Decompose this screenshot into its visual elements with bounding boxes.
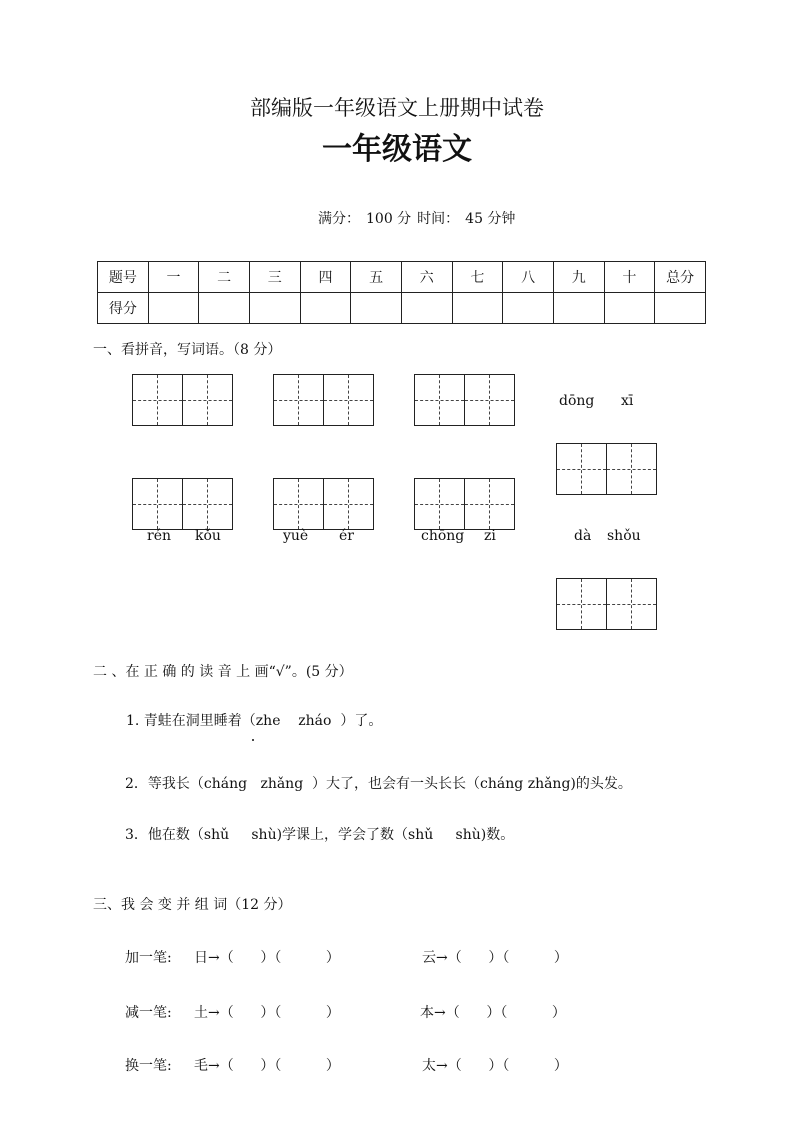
pinyin-label: yuè bbox=[283, 528, 309, 544]
pinyin-label: rén bbox=[147, 528, 171, 544]
writing-grid[interactable] bbox=[556, 443, 657, 495]
row-label: 加一笔: bbox=[125, 950, 172, 966]
writing-grid[interactable] bbox=[273, 374, 374, 426]
table-cell: 三 bbox=[249, 262, 300, 293]
score-table-score-row bbox=[98, 293, 706, 324]
writing-grid[interactable] bbox=[132, 478, 233, 530]
score-input-cell[interactable] bbox=[300, 293, 351, 324]
writing-grid[interactable] bbox=[273, 478, 374, 530]
exam-title: 一年级语文 bbox=[322, 132, 472, 167]
row-label: 减一笔: bbox=[125, 1005, 172, 1021]
score-input-cell[interactable] bbox=[249, 293, 300, 324]
pinyin-label: dà bbox=[574, 528, 592, 544]
pinyin-label: xī bbox=[621, 393, 634, 409]
table-cell: 五 bbox=[351, 262, 402, 293]
table-cell: 六 bbox=[401, 262, 452, 293]
fill-blank-item[interactable]: 云→（ ）（ ） bbox=[422, 950, 568, 966]
fill-blank-item[interactable]: 本→（ ）（ ） bbox=[420, 1005, 566, 1021]
question-item: 3．他在数（shǔ shù)学课上，学会了数（shǔ shù)数。 bbox=[125, 827, 515, 843]
exam-meta bbox=[318, 208, 521, 228]
table-cell: 二 bbox=[199, 262, 250, 293]
pinyin-label: dōng bbox=[559, 393, 595, 409]
score-input-cell[interactable] bbox=[553, 293, 604, 324]
score-input-cell[interactable] bbox=[351, 293, 402, 324]
writing-grid[interactable] bbox=[414, 374, 515, 426]
writing-grid[interactable] bbox=[132, 374, 233, 426]
table-cell: 十 bbox=[604, 262, 655, 293]
pinyin-label: kǒu bbox=[195, 528, 221, 544]
row-label: 换一笔: bbox=[125, 1058, 172, 1074]
emphasis-dot bbox=[252, 739, 254, 741]
fill-blank-item[interactable]: 日→（ ）（ ） bbox=[194, 950, 340, 966]
time-label: 时间： bbox=[417, 211, 460, 227]
table-cell: 题号 bbox=[98, 262, 149, 293]
score-input-cell[interactable] bbox=[401, 293, 452, 324]
full-score-label: 满分： bbox=[318, 211, 360, 227]
table-cell: 总分 bbox=[655, 262, 706, 293]
exam-subtitle: 部编版一年级语文上册期中试卷 bbox=[250, 96, 544, 120]
full-score-value: 100 分 bbox=[366, 211, 412, 227]
table-cell: 九 bbox=[553, 262, 604, 293]
table-cell: 四 bbox=[300, 262, 351, 293]
question-item: 1. 青蛙在洞里睡着（zhe zháo ）了。 bbox=[126, 713, 383, 729]
pinyin-label: chōng bbox=[421, 528, 465, 544]
fill-blank-item[interactable]: 土→（ ）（ ） bbox=[194, 1005, 340, 1021]
score-table-header-row bbox=[98, 262, 706, 293]
pinyin-label: zi bbox=[484, 528, 496, 544]
pinyin-label: ér bbox=[339, 528, 354, 544]
pinyin-label: shǒu bbox=[607, 528, 641, 544]
score-input-cell[interactable] bbox=[604, 293, 655, 324]
table-cell: 八 bbox=[503, 262, 554, 293]
fill-blank-item[interactable]: 太→（ ）（ ） bbox=[422, 1058, 568, 1074]
section1-heading: 一、看拼音，写词语。（8 分） bbox=[93, 342, 282, 358]
score-input-cell[interactable] bbox=[148, 293, 199, 324]
score-input-cell[interactable] bbox=[655, 293, 706, 324]
time-value: 45 分钟 bbox=[465, 211, 516, 227]
question-item: 2．等我长（cháng zhǎng ）大了，也会有一头长长（cháng zhǎng)的头发。 bbox=[125, 776, 632, 792]
writing-grid[interactable] bbox=[556, 578, 657, 630]
table-cell: 七 bbox=[452, 262, 503, 293]
table-cell: 得分 bbox=[98, 293, 149, 324]
score-table bbox=[97, 261, 706, 324]
score-input-cell[interactable] bbox=[452, 293, 503, 324]
fill-blank-item[interactable]: 毛→（ ）（ ） bbox=[194, 1058, 340, 1074]
section2-heading: 二 、在 正 确 的 读 音 上 画“√”。(5 分） bbox=[93, 664, 353, 680]
score-input-cell[interactable] bbox=[503, 293, 554, 324]
writing-grid[interactable] bbox=[414, 478, 515, 530]
table-cell: 一 bbox=[148, 262, 199, 293]
score-input-cell[interactable] bbox=[199, 293, 250, 324]
section3-heading: 三、我 会 变 并 组 词（12 分） bbox=[93, 897, 292, 913]
